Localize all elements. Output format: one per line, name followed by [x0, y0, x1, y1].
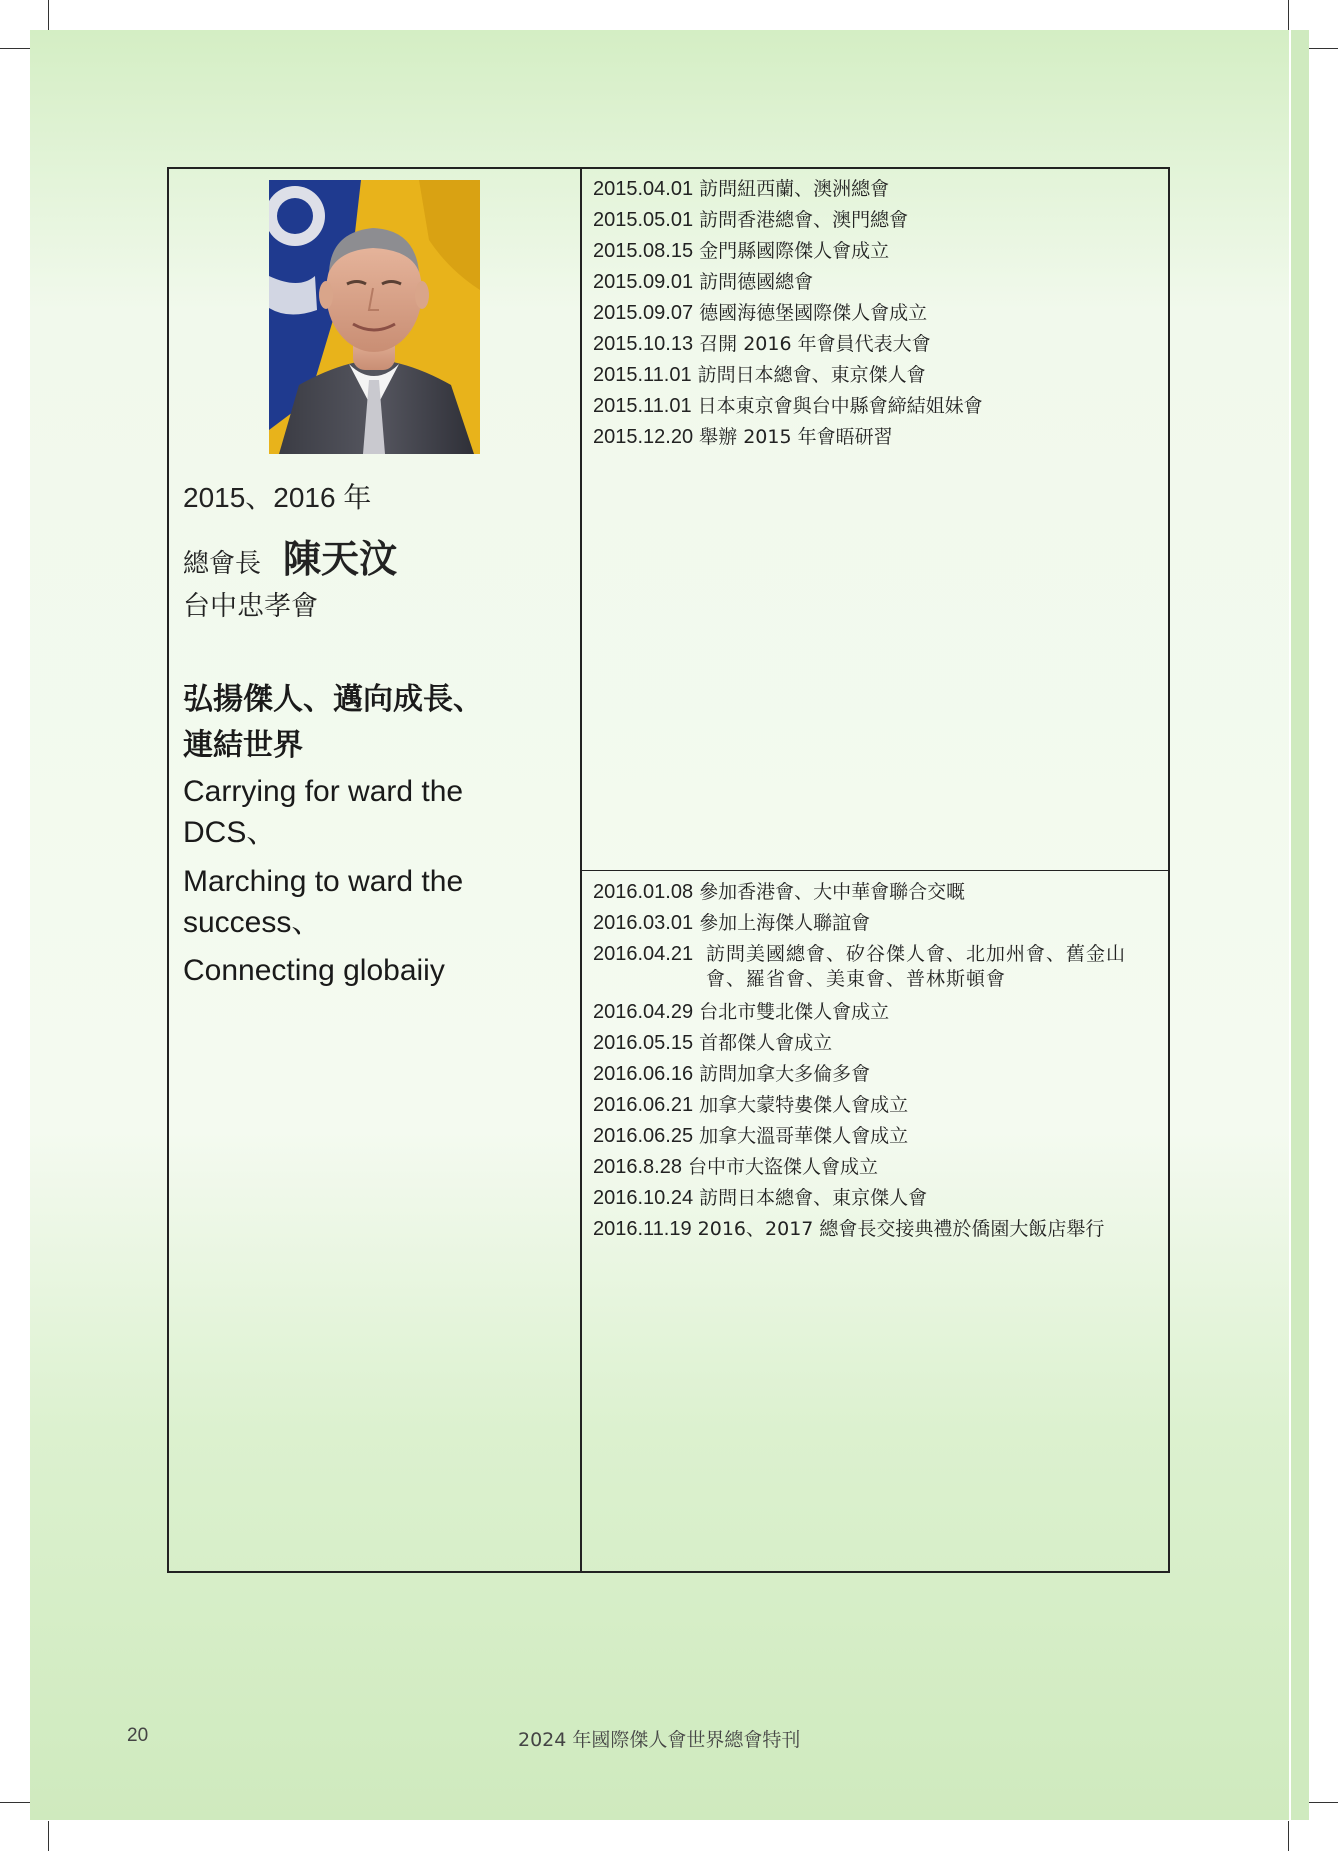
list-item	[593, 1121, 1163, 1152]
event-text: 訪問日本總會、東京傑人會	[697, 364, 926, 386]
role-label: 總會長	[183, 549, 262, 579]
crop-mark	[48, 0, 49, 30]
list-item	[593, 298, 1163, 329]
event-text: 訪問美國總會、矽谷傑人會、北加州會、舊金山會、羅省會、美東會、普林斯頓會	[706, 943, 1127, 990]
event-date: 2015.12.20	[593, 426, 694, 448]
event-text: 日本東京會與台中縣會締結姐妹會	[697, 395, 983, 417]
list-item	[593, 877, 1163, 908]
event-date: 2016.06.25	[593, 1125, 694, 1147]
event-text: 加拿大蒙特婁傑人會成立	[699, 1094, 909, 1116]
motto-english-line: Connecting globaiiy	[183, 954, 445, 987]
event-text: 金門縣國際傑人會成立	[699, 240, 890, 262]
event-date: 2015.05.01	[593, 209, 694, 231]
event-date: 2015.10.13	[593, 333, 694, 355]
crop-mark	[0, 1802, 30, 1803]
event-date: 2016.06.21	[593, 1094, 694, 1116]
event-text: 首都傑人會成立	[699, 1032, 833, 1054]
president-title	[183, 528, 397, 583]
list-item	[593, 1214, 1163, 1245]
list-item	[593, 422, 1163, 453]
list-item	[593, 997, 1163, 1028]
crop-mark	[0, 48, 30, 49]
page-number: 20	[127, 1725, 149, 1746]
list-item	[593, 1183, 1163, 1214]
event-text: 訪問德國總會	[699, 271, 814, 293]
event-date: 2016.8.28	[593, 1156, 682, 1178]
page-edge-strip	[1291, 30, 1309, 1820]
list-item	[593, 1090, 1163, 1121]
event-text: 訪問香港總會、澳門總會	[699, 209, 909, 231]
event-text: 訪問紐西蘭、澳洲總會	[699, 178, 890, 200]
list-item	[593, 908, 1163, 939]
president-portrait-photo	[269, 180, 480, 454]
list-item	[593, 236, 1163, 267]
crop-mark	[48, 1821, 49, 1851]
list-item	[593, 1028, 1163, 1059]
list-item	[593, 391, 1163, 422]
event-text: 台中市大盜傑人會成立	[688, 1156, 879, 1178]
event-date: 2016.04.21	[593, 943, 694, 965]
event-text: 台北市雙北傑人會成立	[699, 1001, 890, 1023]
event-text: 2016、2017 總會長交接典禮於僑園大飯店舉行	[697, 1218, 1105, 1240]
event-text: 訪問日本總會、東京傑人會	[699, 1187, 928, 1209]
list-item	[593, 360, 1163, 391]
event-text: 德國海德堡國際傑人會成立	[699, 302, 928, 324]
motto-english-line: DCS、	[183, 816, 277, 849]
event-date: 2016.11.19	[593, 1218, 692, 1240]
motto-chinese-line: 連結世界	[183, 728, 303, 763]
motto-chinese-line: 弘揚傑人、邁向成長、	[183, 682, 483, 717]
club-name: 台中忠孝會	[183, 591, 318, 622]
motto-english-line: success、	[183, 906, 322, 939]
event-date: 2015.09.07	[593, 302, 694, 324]
crop-mark	[1288, 0, 1289, 30]
list-item	[593, 1059, 1163, 1090]
publication-title: 2024 年國際傑人會世界總會特刊	[518, 1729, 801, 1751]
motto-english-line: Carrying for ward the	[183, 775, 464, 808]
list-item	[593, 1152, 1163, 1183]
event-text: 舉辦 2015 年會晤研習	[699, 426, 893, 448]
president-name: 陳天汶	[283, 537, 398, 581]
event-date: 2016.05.15	[593, 1032, 694, 1054]
events-2016-list	[593, 877, 1163, 1245]
event-date: 2016.04.29	[593, 1001, 694, 1023]
event-text: 參加上海傑人聯誼會	[699, 912, 871, 934]
event-date: 2015.11.01	[593, 395, 692, 417]
events-2015-list	[593, 174, 1163, 453]
crop-mark	[1308, 1802, 1338, 1803]
event-date: 2016.03.01	[593, 912, 694, 934]
event-text: 參加香港會、大中華會聯合交嘅	[699, 881, 966, 903]
event-text: 加拿大溫哥華傑人會成立	[699, 1125, 909, 1147]
list-item	[593, 939, 1163, 997]
event-date: 2016.10.24	[593, 1187, 694, 1209]
event-date: 2016.01.08	[593, 881, 694, 903]
list-item	[593, 267, 1163, 298]
crop-mark	[1308, 48, 1338, 49]
table-row-divider	[581, 870, 1170, 871]
list-item	[593, 174, 1163, 205]
event-text: 訪問加拿大多倫多會	[699, 1063, 871, 1085]
list-item	[593, 205, 1163, 236]
event-text: 召開 2016 年會員代表大會	[699, 333, 931, 355]
list-item	[593, 329, 1163, 360]
event-date: 2015.09.01	[593, 271, 694, 293]
event-date: 2015.04.01	[593, 178, 694, 200]
event-date: 2016.06.16	[593, 1063, 694, 1085]
event-date: 2015.08.15	[593, 240, 694, 262]
portrait-illustration	[269, 180, 480, 454]
crop-mark	[1288, 1821, 1289, 1851]
event-date: 2015.11.01	[593, 364, 692, 386]
term-years: 2015、2016 年	[183, 482, 372, 513]
motto-english-line: Marching to ward the	[183, 865, 464, 898]
